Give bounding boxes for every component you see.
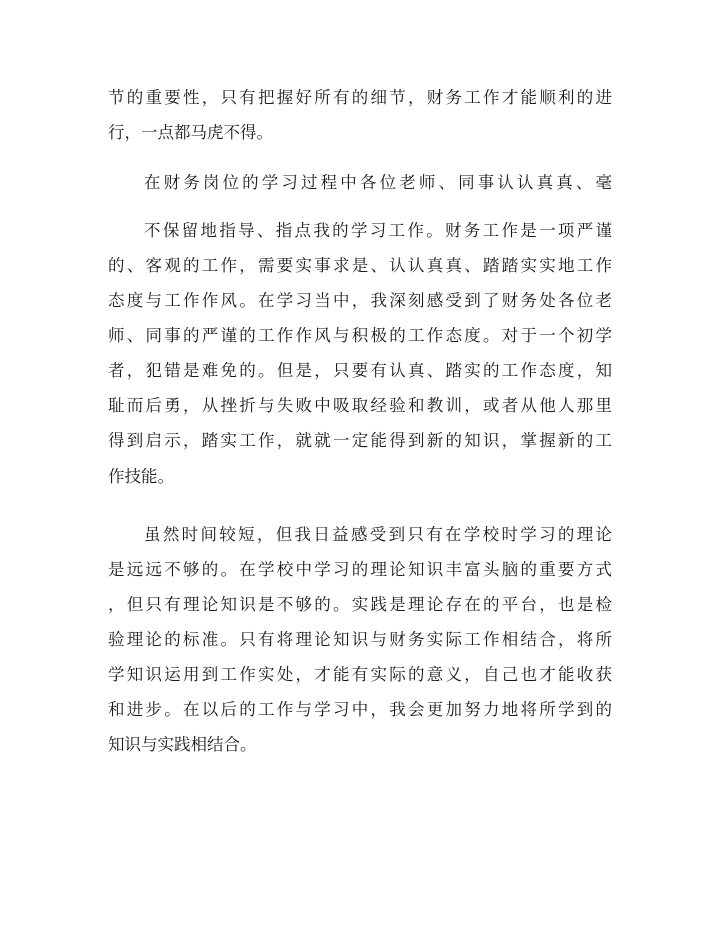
paragraph-3-line-6: 耻而后勇，从挫折与失败中吸取经验和教训，或者从他人那里 xyxy=(108,396,612,415)
paragraph-1-line-2: 行，一点都马虎不得。 xyxy=(108,123,273,142)
paragraph-4-line-7: 知识与实践相结合。 xyxy=(108,735,257,754)
paragraph-4-line-5: 学知识运用到工作实处，才能有实际的意义，自己也才能收获 xyxy=(108,665,612,684)
paragraph-4-line-2: 是远远不够的。在学校中学习的理论知识丰富头脑的重要方式 xyxy=(108,560,612,579)
paragraph-3-line-3: 态度与工作作风。在学习当中，我深刻感受到了财务处各位老 xyxy=(108,291,612,310)
paragraph-3-line-8: 作技能。 xyxy=(108,467,174,486)
paragraph-4-line-4: 验理论的标准。只有将理论知识与财务实际工作相结合，将所 xyxy=(108,630,612,649)
paragraph-1-line-1: 节的重要性，只有把握好所有的细节，财务工作才能顺利的进 xyxy=(108,88,612,107)
paragraph-3-line-7: 得到启示，踏实工作，就就一定能得到新的知识，掌握新的工 xyxy=(108,431,612,450)
paragraph-4-line-6: 和进步。在以后的工作与学习中，我会更加努力地将所学到的 xyxy=(108,700,612,719)
paragraph-4-line-1: 虽然时间较短，但我日益感受到只有在学校时学习的理论 xyxy=(144,525,612,544)
paragraph-3-line-1: 不保留地指导、指点我的学习工作。财务工作是一项严谨 xyxy=(144,221,612,240)
paragraph-3-line-4: 师、同事的严谨的工作作风与积极的工作态度。对于一个初学 xyxy=(108,326,612,345)
paragraph-4-line-3: ，但只有理论知识是不够的。实践是理论存在的平台，也是检 xyxy=(108,595,612,614)
paragraph-3-line-5: 者，犯错是难免的。但是，只要有认真、踏实的工作态度，知 xyxy=(108,361,612,380)
paragraph-2-line-1: 在财务岗位的学习过程中各位老师、同事认认真真、毫 xyxy=(144,173,612,192)
paragraph-3-line-2: 的、客观的工作，需要实事求是、认认真真、踏踏实实地工作 xyxy=(108,256,612,275)
